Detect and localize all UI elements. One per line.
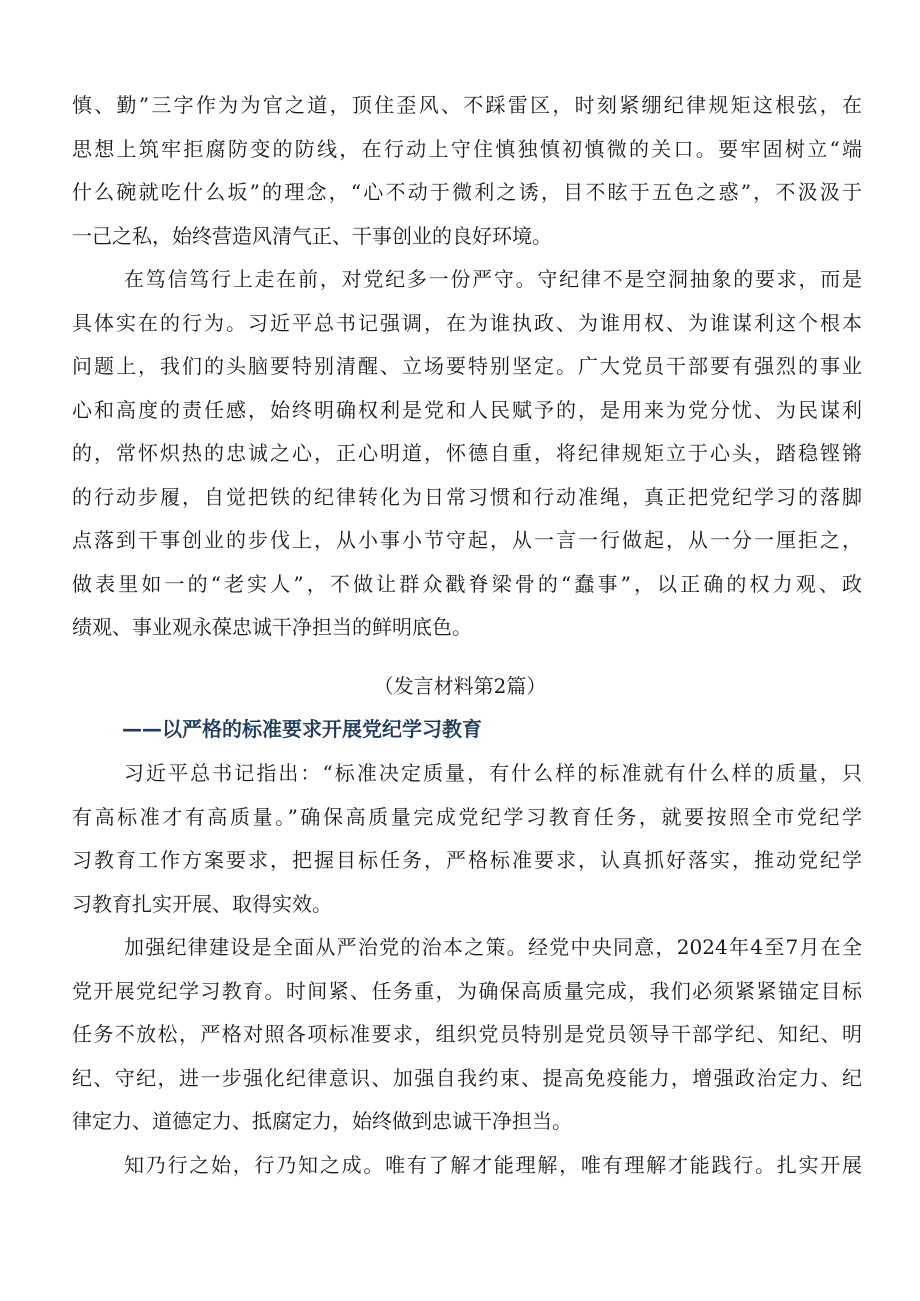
- paragraph-line: 什么碗就吃什么坂”的理念，“心不动于微利之诱，目不眩于五色之惑”，不汲汲于: [72, 180, 862, 204]
- paragraph-line: 知乃行之始，行乃知之成。唯有了解才能理解，唯有理解才能践行。扎实开展: [124, 1152, 862, 1177]
- paragraph-line: 党开展党纪学习教育。时间紧、任务重，为确保高质量完成，我们必须紧紧锚定目标: [72, 978, 862, 1003]
- paragraph-line: 问题上，我们的头脑要特别清醒、立场要特别坚定。广大党员干部要有强烈的事业: [72, 354, 862, 378]
- paragraph-line: 习近平总书记指出：“标准决定质量，有什么样的标准就有什么样的质量，只: [124, 761, 862, 785]
- paragraph-line: 具体实在的行为。习近平总书记强调，在为谁执政、为谁用权、为谁谋利这个根本: [72, 310, 862, 335]
- paragraph-line: 有高标准才有高质量。”确保高质量完成党纪学习教育任务，就要按照全市党纪学: [72, 804, 862, 829]
- section-caption: （发言材料第2篇）: [373, 674, 547, 698]
- paragraph-line: 的，常怀炽热的忠诚之心，正心明道，怀德自重，将纪律规矩立于心头，踏稳铿锵: [72, 441, 862, 465]
- paragraph-line: 加强纪律建设是全面从严治党的治本之策。经党中央同意，2024年4至7月在全: [124, 935, 862, 959]
- paragraph-line: 绩观、事业观永葆忠诚干净担当的鲜明底色。: [72, 615, 472, 639]
- paragraph-line: 一己之私，始终营造风清气正、干事创业的良好环境。: [72, 223, 552, 248]
- section-subtitle: ——以严格的标准要求开展党纪学习教育: [122, 717, 482, 741]
- paragraph-line: 纪、守纪，进一步强化纪律意识、加强自我约束、提高免疫能力，增强政治定力、纪: [72, 1065, 862, 1090]
- paragraph-line: 习教育扎实开展、取得实效。: [72, 891, 332, 916]
- paragraph-line: 律定力、道德定力、抵腐定力，始终做到忠诚干净担当。: [72, 1109, 572, 1133]
- section-2-body: [72, 752, 862, 1187]
- paragraph-line: 的行动步履，自觉把铁的纪律转化为日常习惯和行动准绳，真正把党纪学习的落脚: [72, 484, 862, 509]
- section-1-body: [72, 84, 862, 650]
- paragraph-line: 点落到干事创业的步伐上，从小事小节守起，从一言一行做起，从一分一厘拒之，: [72, 528, 862, 552]
- paragraph-line: 慎、勤”三字作为为官之道，顶住歪风、不踩雷区，时刻紧绷纪律规矩这根弦，在: [72, 93, 862, 117]
- paragraph-line: 心和高度的责任感，始终明确权利是党和人民赋予的，是用来为党分忧、为民谋利: [72, 397, 862, 422]
- paragraph-line: 思想上筑牢拒腐防变的防线，在行动上守住慎独慎初慎微的关口。要牢固树立“端: [72, 136, 862, 161]
- paragraph-line: 习教育工作方案要求，把握目标任务，严格标准要求，认真抓好落实，推动党纪学: [72, 848, 862, 872]
- paragraph-line: 在笃信笃行上走在前，对党纪多一份严守。守纪律不是空洞抽象的要求，而是: [124, 267, 862, 291]
- paragraph-line: 做表里如一的“老实人”，不做让群众戳脊梁骨的“蠢事”，以正确的权力观、政: [72, 571, 862, 596]
- paragraph-line: 任务不放松，严格对照各项标准要求，组织党员特别是党员领导干部学纪、知纪、明: [72, 1022, 862, 1046]
